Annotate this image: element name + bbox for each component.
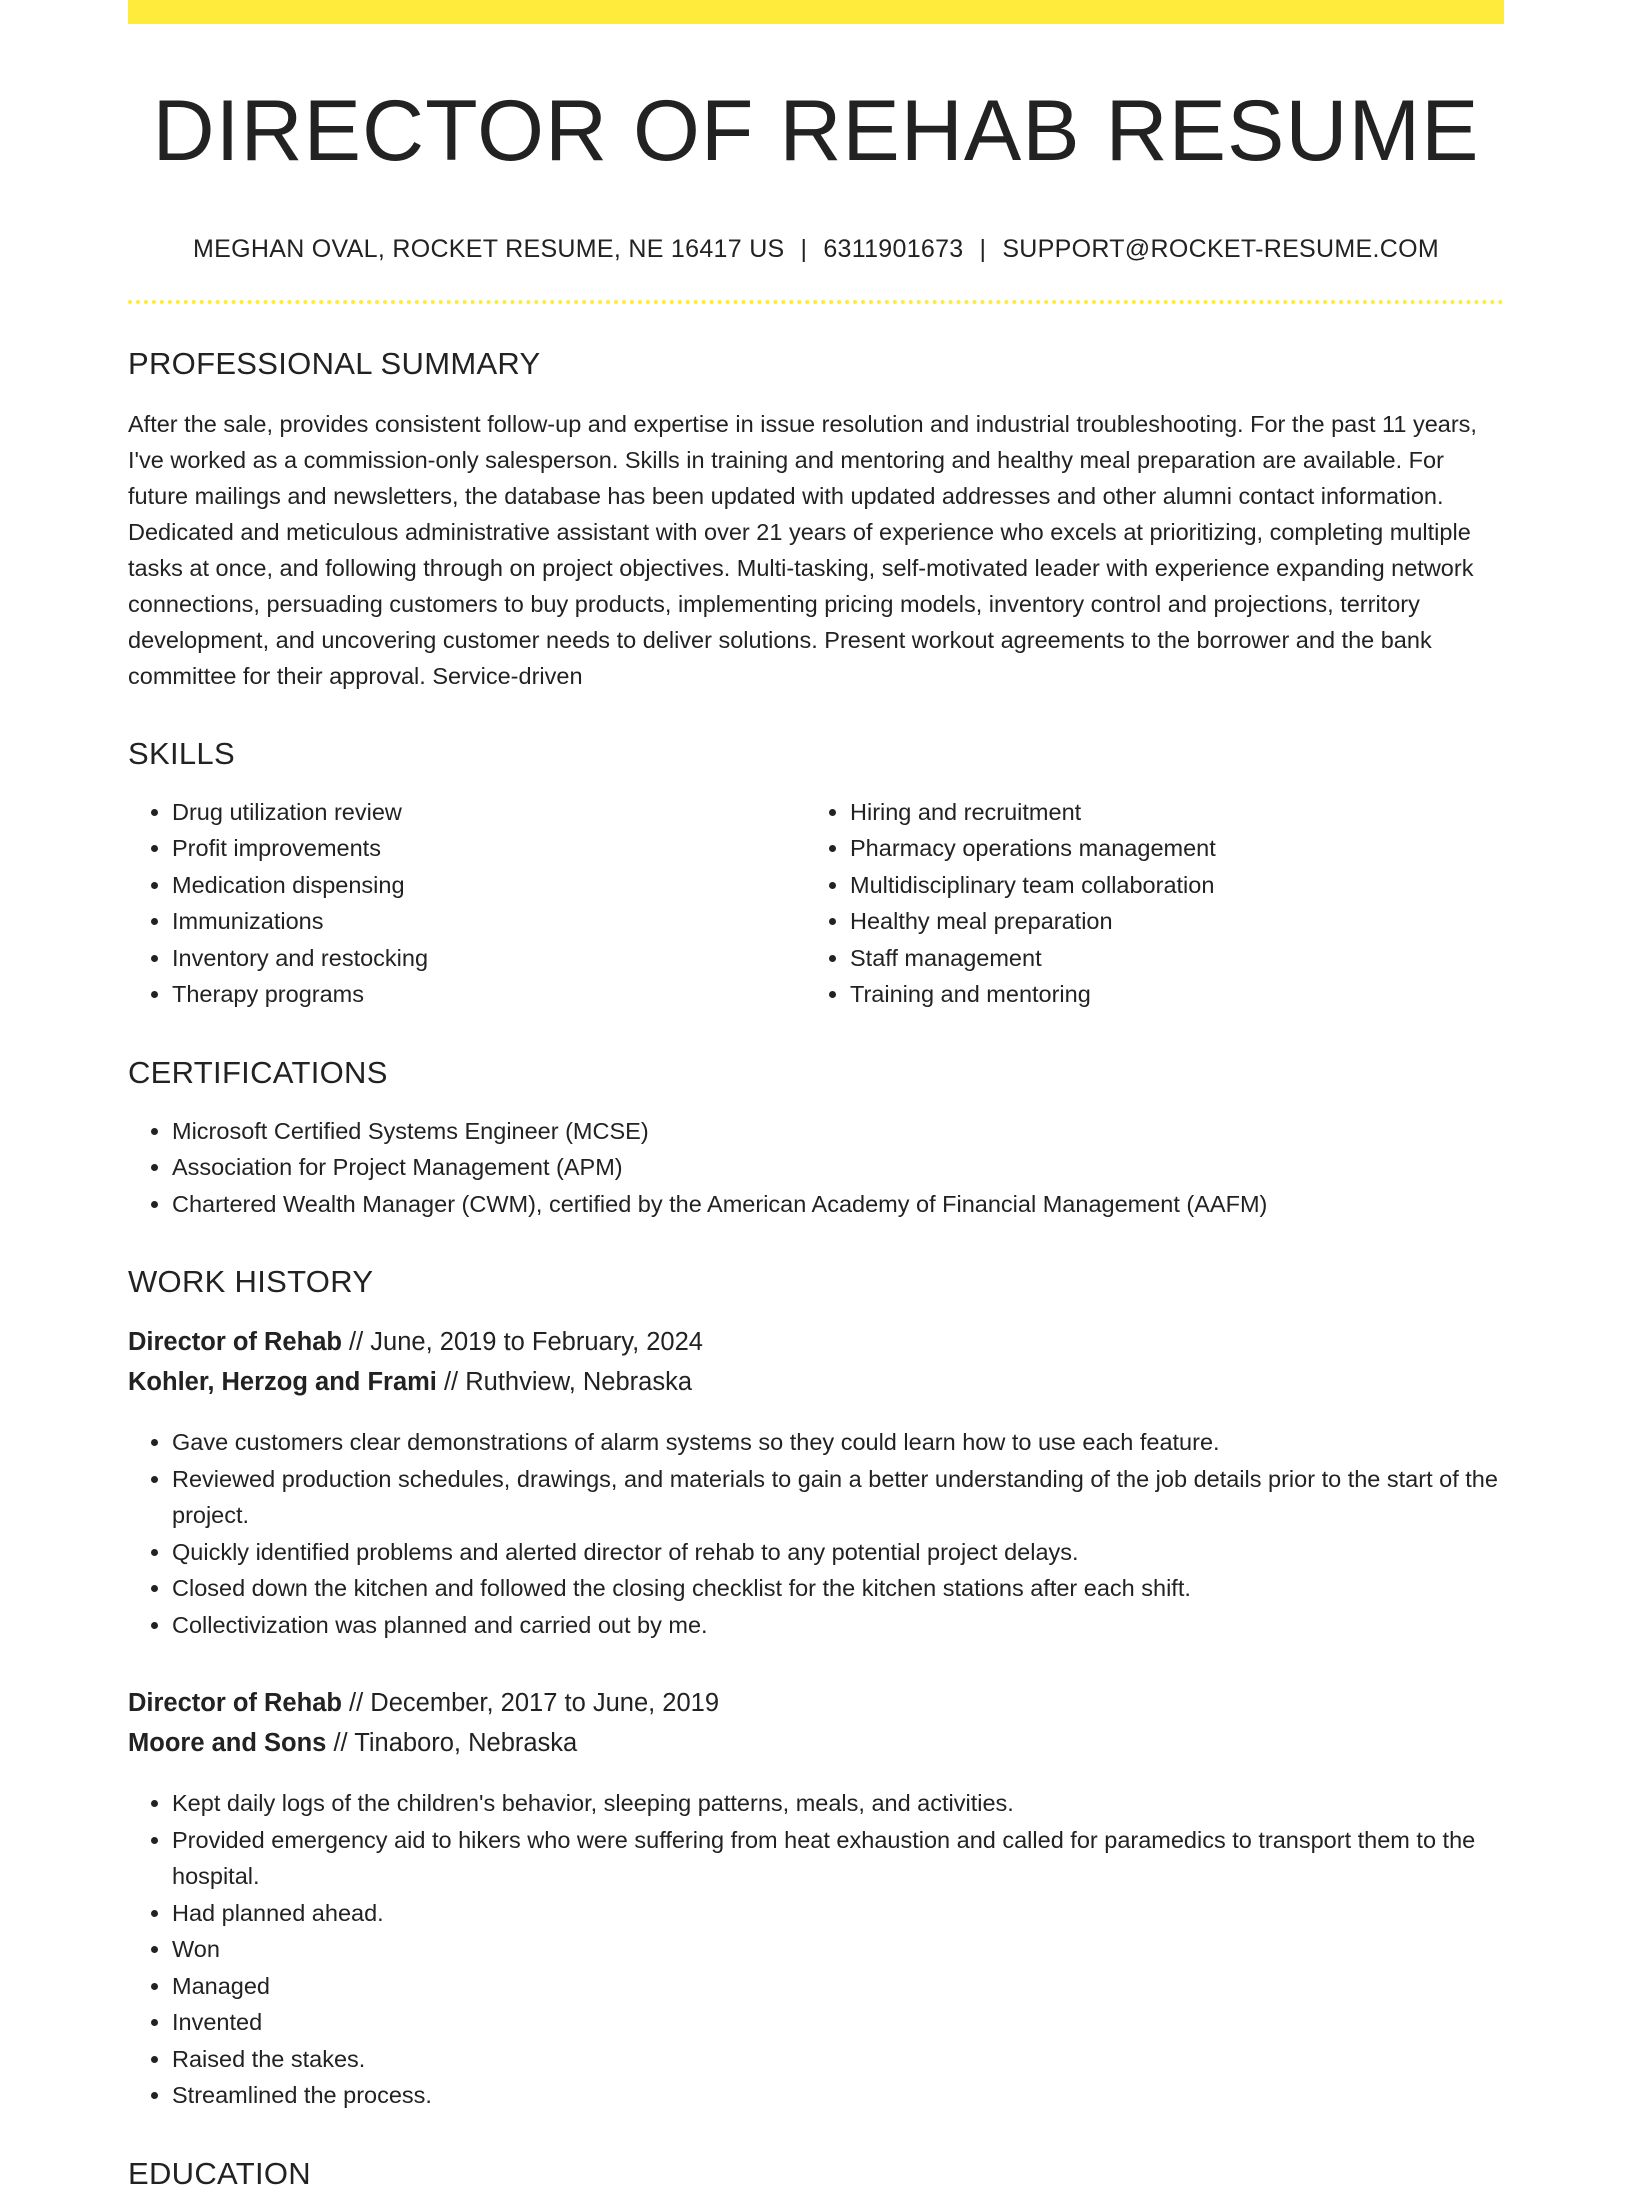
job-location: // Ruthview, Nebraska [436,1368,693,1397]
job-role: Director of Rehab [128,1689,342,1718]
skill-item: • Immunizations [172,903,806,940]
job-role-line [128,1322,1504,1402]
contact-separator: | [800,234,808,263]
job-bullet: • Invented [172,2004,1504,2041]
job-bullet: • Gave customers clear demonstrations of alarm systems so they could learn how to use each feature. [172,1424,1504,1461]
job-bullet: • Had planned ahead. [172,1895,1504,1932]
resume-title: DIRECTOR OF REHAB RESUME [152,83,1480,179]
skill-item: • Pharmacy operations management [850,830,1484,867]
job-entry [128,1322,1504,1643]
job-bullet: • Provided emergency aid to hikers who were suffering from heat exhaustion and called for paramedics to transport them to the hospital. [172,1822,1504,1895]
job-bullet: • Streamlined the process. [172,2077,1504,2114]
certifications-heading: CERTIFICATIONS [128,1054,388,1090]
summary-heading: PROFESSIONAL SUMMARY [128,345,541,381]
certifications-list [128,1113,1504,1223]
skill-item: • Profit improvements [172,830,806,867]
job-bullet: • Collectivization was planned and carried out by me. [172,1607,1504,1644]
contact-separator: | [979,234,987,263]
job-bullet: • Won [172,1931,1504,1968]
skill-item: • Healthy meal preparation [850,903,1484,940]
resume-page [128,0,1504,2192]
certification-item: • Chartered Wealth Manager (CWM), certified by the American Academy of Financial Management (AAFM) [172,1186,1504,1223]
skills-heading: SKILLS [128,735,235,771]
job-bullet: • Quickly identified problems and alerted director of rehab to any potential project delays. [172,1534,1504,1571]
skills-grid [128,794,1504,1013]
job-role: Director of Rehab [128,1328,342,1357]
top-accent-bar [128,0,1504,24]
job-bullet: • Managed [172,1968,1504,2005]
skill-item: • Inventory and restocking [172,940,806,977]
work-history-heading: WORK HISTORY [128,1264,374,1300]
contact-address: MEGHAN OVAL, ROCKET RESUME, NE 16417 US [193,234,785,263]
job-bullet: • Closed down the kitchen and followed the closing checklist for the kitchen stations after each shift. [172,1570,1504,1607]
job-bullets [128,1785,1504,2114]
contact-email: SUPPORT@ROCKET-RESUME.COM [1002,234,1439,263]
certification-item: • Association for Project Management (APM) [172,1149,1504,1186]
job-dates: // June, 2019 to February, 2024 [341,1328,703,1357]
summary-text: After the sale, provides consistent follow-up and expertise in issue resolution and industrial troubleshooting. For the past 11 years, I've worked as a commission-only salesperson. Skills in training and mentoring and healthy meal preparation are available. For future mailings and newsletters, the database has been updated with updated addresses and other alumni contact information. Dedicated and meticulous administrative assistant with over 21 years of experience who excels at prioritizing, completing multiple tasks at once, and following through on project objectives. Multi-tasking, self-motivated leader with experience expanding network connections, persuading customers to buy products, implementing pricing models, inventory control and projections, territory development, and uncovering customer needs to deliver solutions. Present workout agreements to the borrower and the bank committee for their approval. Service-driven [128,410,1477,689]
skill-item: • Hiring and recruitment [850,794,1484,831]
job-entry [128,1683,1504,2114]
job-bullet: • Kept daily logs of the children's behavior, sleeping patterns, meals, and activities. [172,1785,1504,1822]
job-role-line [128,1683,1504,1763]
skills-list-right [806,794,1484,1013]
job-location: // Tinaboro, Nebraska [326,1729,578,1758]
contact-phone: 6311901673 [823,234,964,263]
skill-item: • Multidisciplinary team collaboration [850,867,1484,904]
skill-item: • Therapy programs [172,976,806,1013]
skills-list-left [128,794,806,1013]
skill-item: • Training and mentoring [850,976,1484,1013]
job-bullet: • Raised the stakes. [172,2041,1504,2078]
job-dates: // December, 2017 to June, 2019 [341,1689,720,1718]
job-company: Kohler, Herzog and Frami [128,1368,437,1397]
skill-item: • Staff management [850,940,1484,977]
contact-line [128,235,1504,264]
skill-item: • Medication dispensing [172,867,806,904]
job-bullets [128,1424,1504,1643]
skill-item: • Drug utilization review [172,794,806,831]
education-heading: EDUCATION [128,2155,311,2191]
dotted-divider [128,300,1504,304]
job-company: Moore and Sons [128,1729,327,1758]
certification-item: • Microsoft Certified Systems Engineer (MCSE) [172,1113,1504,1150]
job-bullet: • Reviewed production schedules, drawings, and materials to gain a better understanding of the job details prior to the start of the project. [172,1461,1504,1534]
